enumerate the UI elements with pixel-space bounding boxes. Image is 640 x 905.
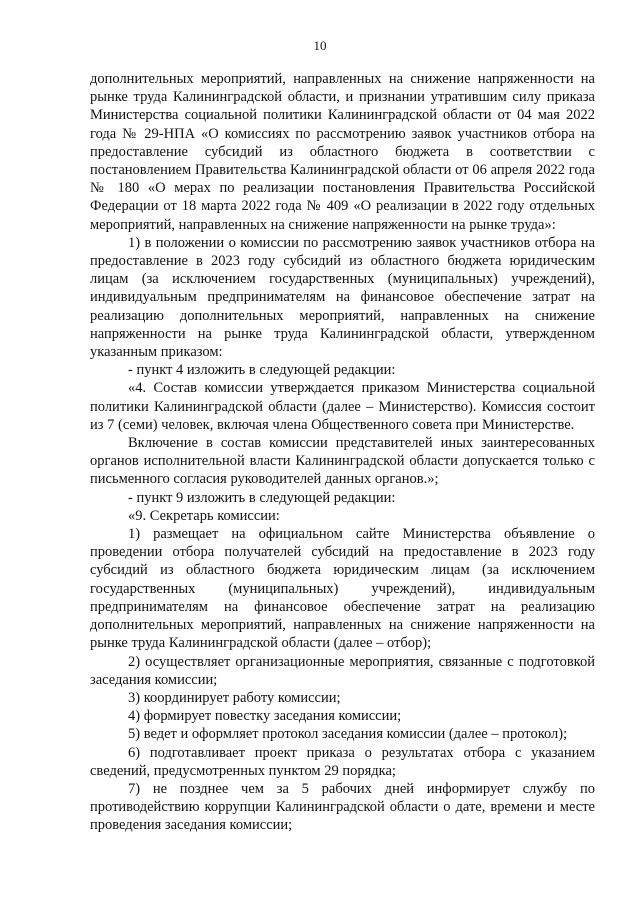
paragraph-point-9-title: «9. Секретарь комиссии: xyxy=(128,507,280,524)
paragraph-point-9-intro: - пункт 9 изложить в следующей редакции: xyxy=(128,489,396,506)
document-body xyxy=(90,70,595,835)
list-item-3: 3) координирует работу комиссии; xyxy=(128,689,341,706)
paragraph-item-1: 1) в положении о комиссии по рассмотрению заявок участников отбора на предоставление в 2023 году субсидий из областного бюджета юридическим лицам (за исключением государственных (муниципальных) учреждений), индивидуальным предпринимателям на финансовое обеспечение затрат на реализацию дополнительных мероприятий, направленных на снижение напряженности на рынке труда Калининградской области, утвержденном указанным приказом: xyxy=(90,234,595,361)
list-item-4: 4) формирует повестку заседания комиссии; xyxy=(128,708,402,725)
list-item-1: 1) размещает на официальном сайте Министерства объявление о проведении отбора получателей субсидий на предоставление в 2023 году субсидий из областного бюджета юридическим лицам (за исключением государственных (муниципальных) учреждений), индивидуальным предпринимателям на финансовое обеспечение затрат на реализацию дополнительных мероприятий, направленных на снижение напряженности на рынке труда Калининградской области (далее – отбор); xyxy=(90,526,595,652)
paragraph-continuation: дополнительных мероприятий, направленных на снижение напряженности на рынке труда Калининградской области, и признании утратившим силу приказа Министерства социальной политики Калининградской области от 04 мая 2022 года № 29-НПА «О комиссиях по рассмотрению заявок участников отбора на предоставление субсидий из областного бюджета в соответствии с постановлением Правительства Калининградской области от 06 апреля 2022 года № 180 «О мерах по реализации постановления Правительства Российской Федерации от 18 марта 2022 года № 409 «О реализации в 2022 году отдельных мероприятий, направленных на снижение напряженности на рынке труда»: xyxy=(90,71,595,233)
list-item-7: 7) не позднее чем за 5 рабочих дней информирует службу по противодействию коррупции Калининградской области о дате, времени и месте проведения заседания комиссии; xyxy=(90,780,595,834)
list-item-2: 2) осуществляет организационные мероприятия, связанные с подготовкой заседания комиссии; xyxy=(90,653,595,688)
list-item-6: 6) подготавливает проект приказа о результатах отбора с указанием сведений, предусмотренных пунктом 29 порядка; xyxy=(90,744,595,779)
paragraph-point-4-text: «4. Состав комиссии утверждается приказом Министерства социальной политики Калининградской области (далее – Министерство). Комиссия состоит из 7 (семи) человек, включая члена Общественного совета при Министерстве. xyxy=(90,380,595,433)
list-item-5: 5) ведет и оформляет протокол заседания комиссии (далее – протокол); xyxy=(128,726,568,743)
paragraph-point-4-second: Включение в состав комиссии представителей иных заинтересованных органов исполнительной власти Калининградской области допускается только с письменного согласия руководителей данных органов.»; xyxy=(90,435,595,488)
page-number: 10 xyxy=(313,38,327,53)
paragraph-point-4-intro: - пункт 4 изложить в следующей редакции: xyxy=(128,362,396,379)
